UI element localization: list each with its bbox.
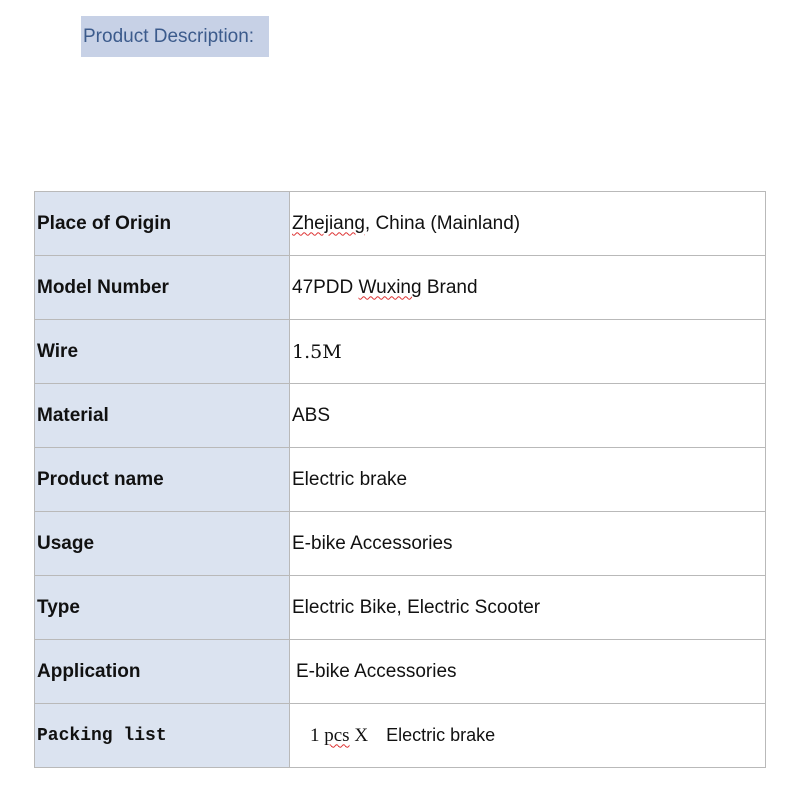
spec-value: 1.5M [290, 320, 766, 384]
spec-value [290, 192, 766, 256]
spec-value-text: 47PDD [292, 276, 359, 298]
table-row [35, 640, 766, 704]
table-row [35, 384, 766, 448]
table-row [35, 320, 766, 384]
spec-value-text: Electric brake [386, 724, 496, 745]
spec-value [290, 640, 766, 704]
spelling-flag-text: Wuxing [358, 276, 422, 298]
spec-key: Packing list [35, 704, 290, 768]
table-row [35, 704, 766, 768]
table-row [35, 192, 766, 256]
spec-key: Model Number [35, 256, 290, 320]
spec-table [34, 191, 766, 768]
spec-value: ABS [290, 384, 766, 448]
spec-key: Product name [35, 448, 290, 512]
spec-key: Usage [35, 512, 290, 576]
spec-value-text: 1 [310, 724, 325, 746]
spec-key: Type [35, 576, 290, 640]
spec-value: E-bike Accessories [290, 512, 766, 576]
spec-value-text: , China (Mainland) [364, 212, 521, 234]
table-row [35, 512, 766, 576]
table-row [35, 448, 766, 512]
spec-value-text: X [349, 724, 369, 746]
spec-key: Place of Origin [35, 192, 290, 256]
table-row [35, 256, 766, 320]
spec-value: Electric Bike, Electric Scooter [290, 576, 766, 640]
section-heading: Product Description: [81, 16, 269, 57]
spec-value [290, 256, 766, 320]
spec-value [290, 704, 766, 768]
table-row [35, 576, 766, 640]
spec-value-text: Brand [421, 276, 478, 298]
spelling-flag-text: Zhejiang [292, 212, 365, 234]
spelling-flag-text: pcs [324, 724, 350, 746]
spec-value: Electric brake [290, 448, 766, 512]
spec-value-text: E-bike Accessories [296, 660, 457, 682]
spec-key: Wire [35, 320, 290, 384]
spec-key: Material [35, 384, 290, 448]
spec-key: Application [35, 640, 290, 704]
